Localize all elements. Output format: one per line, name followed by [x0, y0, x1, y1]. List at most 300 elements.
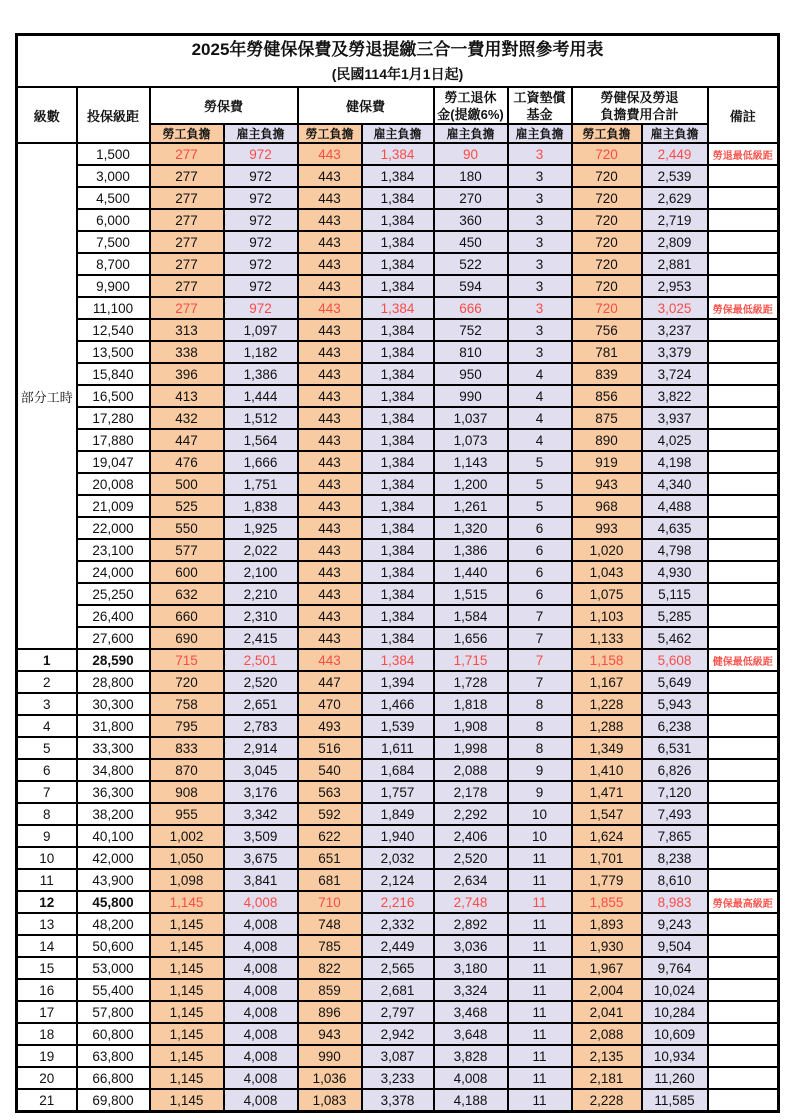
- table-row: [17, 649, 779, 671]
- cell-total-employee: 781: [572, 341, 642, 363]
- cell-health-employer: 1,384: [362, 539, 434, 561]
- table-row: [17, 363, 779, 385]
- cell-total-employee: 720: [572, 209, 642, 231]
- cell-labor-employer: 972: [224, 165, 298, 187]
- table-row: [17, 231, 779, 253]
- cell-labor-employee: 1,098: [150, 869, 224, 891]
- cell-salary: 48,200: [77, 913, 150, 935]
- premium-reference-sheet: [15, 33, 780, 1113]
- cell-pension-employer: 1,715: [434, 649, 508, 671]
- cell-health-employee: 443: [298, 363, 362, 385]
- cell-labor-employer: 1,564: [224, 429, 298, 451]
- cell-level: 6: [17, 759, 77, 781]
- page-title: 2025年勞健保保費及勞退提繳三合一費用對照參考用表: [191, 40, 604, 59]
- cell-total-employer: 2,953: [642, 275, 708, 297]
- cell-salary: 8,700: [77, 253, 150, 275]
- cell-total-employer: 11,585: [642, 1089, 708, 1112]
- cell-pension-employer: 1,515: [434, 583, 508, 605]
- cell-health-employee: 748: [298, 913, 362, 935]
- cell-total-employer: 6,531: [642, 737, 708, 759]
- cell-labor-employee: 1,145: [150, 957, 224, 979]
- cell-labor-employee: 1,145: [150, 935, 224, 957]
- cell-health-employee: 443: [298, 407, 362, 429]
- cell-pension-employer: 450: [434, 231, 508, 253]
- cell-health-employee: 447: [298, 671, 362, 693]
- cell-health-employee: 443: [298, 165, 362, 187]
- header-health-employee-share: 勞工負擔: [298, 124, 362, 143]
- cell-salary: 60,800: [77, 1023, 150, 1045]
- cell-wage-fund: 11: [508, 1089, 572, 1112]
- cell-health-employee: 443: [298, 231, 362, 253]
- cell-health-employer: 3,378: [362, 1089, 434, 1112]
- cell-labor-employee: 720: [150, 671, 224, 693]
- cell-health-employee: 859: [298, 979, 362, 1001]
- cell-labor-employee: 432: [150, 407, 224, 429]
- cell-pension-employer: 1,908: [434, 715, 508, 737]
- cell-total-employee: 1,779: [572, 869, 642, 891]
- cell-labor-employee: 600: [150, 561, 224, 583]
- cell-pension-employer: 1,998: [434, 737, 508, 759]
- cell-total-employee: 1,547: [572, 803, 642, 825]
- cell-salary: 20,008: [77, 473, 150, 495]
- title-row: [17, 35, 779, 88]
- cell-salary: 66,800: [77, 1067, 150, 1089]
- table-row: [17, 143, 779, 165]
- cell-total-employee: 1,471: [572, 781, 642, 803]
- cell-remark: [708, 231, 779, 253]
- cell-labor-employer: 3,045: [224, 759, 298, 781]
- cell-total-employer: 3,025: [642, 297, 708, 319]
- cell-total-employee: 1,701: [572, 847, 642, 869]
- cell-labor-employer: 3,675: [224, 847, 298, 869]
- cell-level: 16: [17, 979, 77, 1001]
- cell-total-employee: 1,020: [572, 539, 642, 561]
- cell-health-employer: 1,384: [362, 649, 434, 671]
- cell-health-employee: 592: [298, 803, 362, 825]
- cell-pension-employer: 180: [434, 165, 508, 187]
- cell-remark: 勞退最低級距: [708, 143, 779, 165]
- cell-total-employer: 3,379: [642, 341, 708, 363]
- cell-health-employer: 1,384: [362, 363, 434, 385]
- header-total-employee-share: 勞工負擔: [572, 124, 642, 143]
- table-row: [17, 429, 779, 451]
- cell-level: 17: [17, 1001, 77, 1023]
- cell-total-employer: 9,764: [642, 957, 708, 979]
- table-row: [17, 319, 779, 341]
- cell-health-employer: 1,384: [362, 275, 434, 297]
- cell-wage-fund: 11: [508, 1067, 572, 1089]
- cell-health-employee: 443: [298, 561, 362, 583]
- cell-health-employer: 3,233: [362, 1067, 434, 1089]
- cell-wage-fund: 6: [508, 561, 572, 583]
- cell-labor-employer: 972: [224, 209, 298, 231]
- cell-total-employer: 5,115: [642, 583, 708, 605]
- cell-wage-fund: 6: [508, 517, 572, 539]
- cell-labor-employer: 2,914: [224, 737, 298, 759]
- cell-salary: 17,280: [77, 407, 150, 429]
- cell-health-employee: 943: [298, 1023, 362, 1045]
- cell-health-employer: 1,384: [362, 583, 434, 605]
- cell-labor-employer: 2,022: [224, 539, 298, 561]
- cell-health-employee: 443: [298, 341, 362, 363]
- table-row: [17, 407, 779, 429]
- cell-remark: [708, 187, 779, 209]
- table-row: [17, 957, 779, 979]
- cell-pension-employer: 1,818: [434, 693, 508, 715]
- cell-total-employee: 2,228: [572, 1089, 642, 1112]
- cell-total-employee: 756: [572, 319, 642, 341]
- cell-wage-fund: 11: [508, 891, 572, 913]
- cell-pension-employer: 1,386: [434, 539, 508, 561]
- cell-salary: 16,500: [77, 385, 150, 407]
- cell-wage-fund: 3: [508, 209, 572, 231]
- cell-total-employer: 2,449: [642, 143, 708, 165]
- cell-labor-employer: 4,008: [224, 891, 298, 913]
- cell-labor-employer: 972: [224, 187, 298, 209]
- cell-total-employer: 4,930: [642, 561, 708, 583]
- cell-health-employee: 443: [298, 143, 362, 165]
- cell-total-employee: 720: [572, 165, 642, 187]
- cell-labor-employee: 277: [150, 253, 224, 275]
- table-row: [17, 583, 779, 605]
- cell-total-employer: 2,809: [642, 231, 708, 253]
- cell-wage-fund: 10: [508, 825, 572, 847]
- table-row: [17, 473, 779, 495]
- cell-labor-employee: 277: [150, 143, 224, 165]
- cell-remark: [708, 495, 779, 517]
- cell-total-employee: 2,135: [572, 1045, 642, 1067]
- cell-health-employee: 785: [298, 935, 362, 957]
- header-total: 勞健保及勞退 負擔費用合計: [572, 87, 708, 124]
- cell-remark: [708, 451, 779, 473]
- cell-total-employer: 5,285: [642, 605, 708, 627]
- cell-labor-employee: 1,145: [150, 1089, 224, 1112]
- cell-labor-employer: 3,841: [224, 869, 298, 891]
- cell-remark: [708, 781, 779, 803]
- cell-health-employee: 443: [298, 649, 362, 671]
- cell-health-employee: 710: [298, 891, 362, 913]
- cell-labor-employer: 4,008: [224, 1089, 298, 1112]
- cell-health-employer: 2,681: [362, 979, 434, 1001]
- cell-total-employer: 3,724: [642, 363, 708, 385]
- cell-pension-employer: 1,143: [434, 451, 508, 473]
- table-row: [17, 1089, 779, 1112]
- cell-labor-employee: 525: [150, 495, 224, 517]
- cell-salary: 40,100: [77, 825, 150, 847]
- header-pension: 勞工退休 金(提繳6%): [434, 87, 508, 124]
- cell-labor-employee: 413: [150, 385, 224, 407]
- table-row: [17, 297, 779, 319]
- cell-health-employer: 2,124: [362, 869, 434, 891]
- cell-total-employee: 1,349: [572, 737, 642, 759]
- cell-salary: 11,100: [77, 297, 150, 319]
- cell-labor-employee: 396: [150, 363, 224, 385]
- cell-pension-employer: 522: [434, 253, 508, 275]
- cell-wage-fund: 3: [508, 187, 572, 209]
- cell-wage-fund: 11: [508, 1045, 572, 1067]
- cell-pension-employer: 1,261: [434, 495, 508, 517]
- cell-labor-employee: 277: [150, 187, 224, 209]
- cell-pension-employer: 950: [434, 363, 508, 385]
- cell-labor-employee: 955: [150, 803, 224, 825]
- cell-remark: [708, 913, 779, 935]
- cell-labor-employer: 2,783: [224, 715, 298, 737]
- cell-pension-employer: 3,324: [434, 979, 508, 1001]
- cell-labor-employee: 1,145: [150, 1023, 224, 1045]
- cell-labor-employee: 1,145: [150, 1045, 224, 1067]
- cell-wage-fund: 11: [508, 979, 572, 1001]
- cell-remark: [708, 671, 779, 693]
- cell-labor-employee: 476: [150, 451, 224, 473]
- cell-total-employer: 2,539: [642, 165, 708, 187]
- cell-level: 19: [17, 1045, 77, 1067]
- cell-salary: 15,840: [77, 363, 150, 385]
- cell-wage-fund: 5: [508, 451, 572, 473]
- cell-labor-employee: 1,145: [150, 979, 224, 1001]
- cell-pension-employer: 4,188: [434, 1089, 508, 1112]
- cell-level: 20: [17, 1067, 77, 1089]
- cell-health-employer: 1,384: [362, 165, 434, 187]
- cell-remark: [708, 1023, 779, 1045]
- table-row: [17, 341, 779, 363]
- cell-level: 13: [17, 913, 77, 935]
- table-row: [17, 825, 779, 847]
- cell-health-employee: 443: [298, 517, 362, 539]
- cell-health-employer: 1,384: [362, 341, 434, 363]
- cell-remark: [708, 363, 779, 385]
- cell-pension-employer: 2,088: [434, 759, 508, 781]
- cell-health-employee: 822: [298, 957, 362, 979]
- cell-health-employee: 651: [298, 847, 362, 869]
- table-row: [17, 1001, 779, 1023]
- cell-labor-employee: 660: [150, 605, 224, 627]
- cell-wage-fund: 6: [508, 539, 572, 561]
- cell-total-employee: 890: [572, 429, 642, 451]
- cell-total-employer: 6,826: [642, 759, 708, 781]
- cell-wage-fund: 11: [508, 869, 572, 891]
- cell-salary: 57,800: [77, 1001, 150, 1023]
- cell-total-employer: 10,609: [642, 1023, 708, 1045]
- cell-labor-employee: 1,145: [150, 1001, 224, 1023]
- cell-labor-employee: 833: [150, 737, 224, 759]
- cell-total-employee: 2,004: [572, 979, 642, 1001]
- cell-remark: [708, 1001, 779, 1023]
- cell-health-employer: 1,384: [362, 495, 434, 517]
- cell-total-employee: 943: [572, 473, 642, 495]
- cell-labor-employer: 4,008: [224, 913, 298, 935]
- cell-salary: 28,800: [77, 671, 150, 693]
- cell-remark: [708, 957, 779, 979]
- cell-labor-employee: 277: [150, 209, 224, 231]
- table-row: [17, 781, 779, 803]
- table-body: [17, 143, 779, 1112]
- cell-labor-employee: 908: [150, 781, 224, 803]
- page-subtitle: (民國114年1月1日起): [331, 66, 464, 82]
- cell-salary: 17,880: [77, 429, 150, 451]
- cell-health-employer: 1,539: [362, 715, 434, 737]
- cell-health-employer: 1,394: [362, 671, 434, 693]
- cell-health-employee: 493: [298, 715, 362, 737]
- cell-labor-employee: 690: [150, 627, 224, 649]
- cell-pension-employer: 810: [434, 341, 508, 363]
- cell-salary: 25,250: [77, 583, 150, 605]
- cell-remark: [708, 605, 779, 627]
- cell-salary: 22,000: [77, 517, 150, 539]
- cell-total-employee: 2,181: [572, 1067, 642, 1089]
- cell-salary: 69,800: [77, 1089, 150, 1112]
- cell-salary: 50,600: [77, 935, 150, 957]
- cell-level: 11: [17, 869, 77, 891]
- cell-salary: 19,047: [77, 451, 150, 473]
- cell-salary: 53,000: [77, 957, 150, 979]
- cell-pension-employer: 594: [434, 275, 508, 297]
- cell-labor-employer: 972: [224, 143, 298, 165]
- table-row: [17, 451, 779, 473]
- cell-health-employer: 1,384: [362, 605, 434, 627]
- cell-total-employer: 9,504: [642, 935, 708, 957]
- cell-health-employee: 622: [298, 825, 362, 847]
- cell-remark: [708, 979, 779, 1001]
- cell-labor-employer: 1,182: [224, 341, 298, 363]
- cell-salary: 9,900: [77, 275, 150, 297]
- cell-labor-employee: 1,145: [150, 913, 224, 935]
- table-row: [17, 759, 779, 781]
- cell-total-employer: 4,798: [642, 539, 708, 561]
- cell-total-employer: 4,488: [642, 495, 708, 517]
- cell-remark: [708, 1045, 779, 1067]
- cell-wage-fund: 7: [508, 605, 572, 627]
- cell-labor-employee: 715: [150, 649, 224, 671]
- cell-remark: [708, 693, 779, 715]
- table-row: [17, 275, 779, 297]
- cell-wage-fund: 4: [508, 429, 572, 451]
- cell-labor-employee: 550: [150, 517, 224, 539]
- cell-total-employee: 2,041: [572, 1001, 642, 1023]
- cell-health-employee: 443: [298, 209, 362, 231]
- cell-level: 18: [17, 1023, 77, 1045]
- cell-total-employer: 10,284: [642, 1001, 708, 1023]
- cell-pension-employer: 2,406: [434, 825, 508, 847]
- cell-total-employer: 4,198: [642, 451, 708, 473]
- cell-health-employee: 443: [298, 385, 362, 407]
- cell-salary: 63,800: [77, 1045, 150, 1067]
- cell-health-employer: 1,611: [362, 737, 434, 759]
- table-row: [17, 891, 779, 913]
- cell-total-employee: 875: [572, 407, 642, 429]
- cell-wage-fund: 6: [508, 583, 572, 605]
- cell-total-employee: 720: [572, 275, 642, 297]
- cell-level: 5: [17, 737, 77, 759]
- cell-total-employee: 919: [572, 451, 642, 473]
- cell-level: 9: [17, 825, 77, 847]
- cell-salary: 38,200: [77, 803, 150, 825]
- header-pension-employer-share: 雇主負擔: [434, 124, 508, 143]
- header-health-insurance: 健保費: [298, 87, 434, 124]
- cell-pension-employer: 1,037: [434, 407, 508, 429]
- cell-labor-employee: 338: [150, 341, 224, 363]
- cell-health-employer: 1,684: [362, 759, 434, 781]
- cell-labor-employer: 972: [224, 231, 298, 253]
- cell-pension-employer: 4,008: [434, 1067, 508, 1089]
- cell-wage-fund: 5: [508, 495, 572, 517]
- cell-total-employer: 3,822: [642, 385, 708, 407]
- table-row: [17, 737, 779, 759]
- cell-salary: 43,900: [77, 869, 150, 891]
- cell-salary: 4,500: [77, 187, 150, 209]
- cell-pension-employer: 3,468: [434, 1001, 508, 1023]
- cell-labor-employer: 2,210: [224, 583, 298, 605]
- cell-health-employer: 1,384: [362, 231, 434, 253]
- cell-labor-employer: 4,008: [224, 1045, 298, 1067]
- table-row: [17, 385, 779, 407]
- cell-wage-fund: 8: [508, 737, 572, 759]
- cell-pension-employer: 2,748: [434, 891, 508, 913]
- cell-pension-employer: 666: [434, 297, 508, 319]
- cell-labor-employee: 277: [150, 297, 224, 319]
- cell-total-employer: 2,881: [642, 253, 708, 275]
- cell-labor-employer: 4,008: [224, 1067, 298, 1089]
- cell-level: 10: [17, 847, 77, 869]
- cell-level: 14: [17, 935, 77, 957]
- table-row: [17, 913, 779, 935]
- cell-health-employer: 1,384: [362, 627, 434, 649]
- cell-health-employer: 2,332: [362, 913, 434, 935]
- cell-labor-employee: 447: [150, 429, 224, 451]
- cell-remark: [708, 561, 779, 583]
- cell-health-employee: 443: [298, 253, 362, 275]
- cell-health-employee: 443: [298, 319, 362, 341]
- cell-labor-employee: 577: [150, 539, 224, 561]
- cell-health-employer: 1,384: [362, 187, 434, 209]
- cell-pension-employer: 3,648: [434, 1023, 508, 1045]
- cell-health-employer: 1,940: [362, 825, 434, 847]
- cell-total-employee: 720: [572, 143, 642, 165]
- cell-wage-fund: 10: [508, 803, 572, 825]
- cell-health-employee: 681: [298, 869, 362, 891]
- table-row: [17, 209, 779, 231]
- header-health-employer-share: 雇主負擔: [362, 124, 434, 143]
- level-group-cell: 部分工時: [17, 143, 77, 649]
- cell-level: 8: [17, 803, 77, 825]
- cell-remark: [708, 319, 779, 341]
- cell-total-employer: 4,635: [642, 517, 708, 539]
- cell-total-employee: 720: [572, 253, 642, 275]
- cell-pension-employer: 90: [434, 143, 508, 165]
- cell-level: 21: [17, 1089, 77, 1112]
- cell-total-employer: 4,340: [642, 473, 708, 495]
- cell-level: 12: [17, 891, 77, 913]
- cell-pension-employer: 752: [434, 319, 508, 341]
- cell-salary: 30,300: [77, 693, 150, 715]
- cell-labor-employer: 1,838: [224, 495, 298, 517]
- cell-total-employer: 6,238: [642, 715, 708, 737]
- cell-total-employee: 968: [572, 495, 642, 517]
- cell-remark: [708, 275, 779, 297]
- cell-health-employee: 443: [298, 539, 362, 561]
- cell-health-employee: 443: [298, 451, 362, 473]
- cell-labor-employer: 1,751: [224, 473, 298, 495]
- cell-remark: [708, 341, 779, 363]
- cell-total-employee: 839: [572, 363, 642, 385]
- cell-total-employee: 1,624: [572, 825, 642, 847]
- cell-labor-employee: 795: [150, 715, 224, 737]
- cell-wage-fund: 8: [508, 715, 572, 737]
- cell-total-employer: 8,610: [642, 869, 708, 891]
- cell-health-employer: 2,565: [362, 957, 434, 979]
- cell-salary: 23,100: [77, 539, 150, 561]
- cell-remark: [708, 803, 779, 825]
- cell-wage-fund: 7: [508, 671, 572, 693]
